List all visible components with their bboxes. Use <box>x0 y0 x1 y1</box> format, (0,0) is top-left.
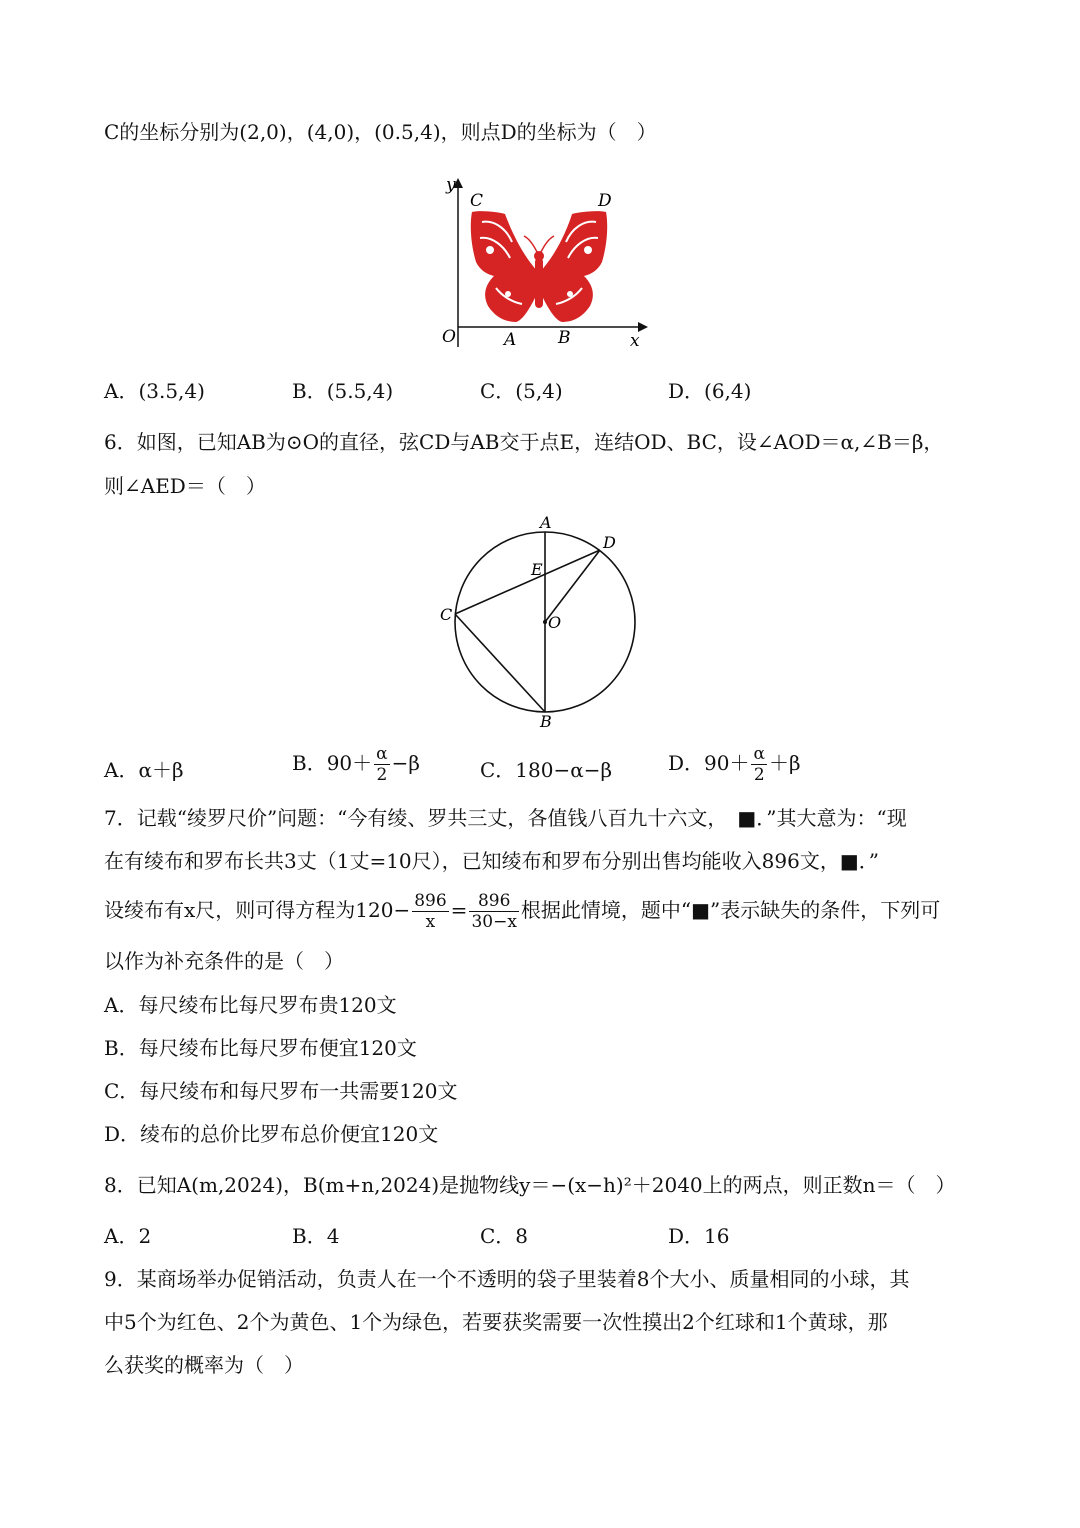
q7-fraction-1: $\frac{896}{x}$ <box>414 891 447 932</box>
q5-option-c[interactable]: C．(5,4) <box>480 379 563 403</box>
q5-option-d[interactable]: D．(6,4) <box>668 379 752 403</box>
q7-fraction-2: $\frac{896}{30-x}$ <box>471 891 517 932</box>
origin-label: O <box>442 327 456 347</box>
q6-option-b-fraction: $\frac{\alpha}{2}$ <box>376 744 388 785</box>
butterfly-coordinate-figure <box>420 172 660 352</box>
circle-point-b: B <box>540 712 552 731</box>
point-c-label: C <box>470 191 484 211</box>
point-b-label: B <box>558 328 571 348</box>
q7-option-d[interactable]: D．绫布的总价比罗布总价便宜120文 <box>104 1122 439 1146</box>
q5-stem-line: C的坐标分别为(2,0)，(4,0)，(0.5,4)，则点D的坐标为（ ） <box>104 120 657 144</box>
point-a-label: A <box>504 330 517 350</box>
circle-point-c: C <box>440 605 453 624</box>
q9-stem-line-1: 9．某商场举办促销活动，负责人在一个不透明的袋子里装着8个大小、质量相同的小球，其 <box>104 1267 910 1291</box>
q9-stem-line-2: 中5个为红色、2个为黄色、1个为绿色，若要获奖需要一次性摸出2个红球和1个黄球，那 <box>104 1310 888 1334</box>
q9-stem-line-3: 么获奖的概率为（ ） <box>104 1353 304 1377</box>
q6-stem-line-1: 6．如图，已知AB为⊙O的直径，弦CD与AB交于点E，连结OD、BC，设∠AOD＝α,∠B＝β， <box>104 430 944 454</box>
circle-geometry-figure <box>440 512 640 732</box>
point-d-label: D <box>598 191 612 211</box>
q6-stem-line-2: 则∠AED＝（ ） <box>104 474 266 498</box>
q7-option-a[interactable]: A．每尺绫布比每尺罗布贵120文 <box>104 993 397 1017</box>
q8-option-c[interactable]: C．8 <box>480 1224 529 1248</box>
butterfly-image <box>471 211 607 322</box>
y-axis-label: y <box>446 175 456 195</box>
q6-option-b[interactable]: B．90＋ $\frac{\alpha}{2}$ −β <box>292 744 420 785</box>
q7-stem-line-2: 在有绫布和罗布长共3丈（1丈=10尺），已知绫布和罗布分别出售均能收入896文，■．” <box>104 849 879 873</box>
q8-option-a[interactable]: A．2 <box>104 1224 152 1248</box>
q7-stem-line-3: 设绫布有x尺，则可得方程为120− $\frac{896}{x}$ = $\frac{896}{30-x}$ 根据此情境，题中“■”表示缺失的条件，下列可 <box>104 891 941 932</box>
q7-stem-line-4: 以作为补充条件的是（ ） <box>104 949 344 973</box>
q6-option-a[interactable]: A．α＋β <box>104 758 184 782</box>
q8-option-d[interactable]: D．16 <box>668 1224 730 1248</box>
q5-option-b[interactable]: B．(5.5,4) <box>292 379 394 403</box>
circle-point-a: A <box>540 513 552 532</box>
circle-point-d: D <box>603 533 616 552</box>
q8-option-b[interactable]: B．4 <box>292 1224 340 1248</box>
q6-option-d-fraction: $\frac{\alpha}{2}$ <box>753 744 765 785</box>
q7-option-c[interactable]: C．每尺绫布和每尺罗布一共需要120文 <box>104 1079 458 1103</box>
x-axis-label: x <box>630 331 640 351</box>
q8-stem-line: 8．已知A(m,2024)，B(m+n,2024)是抛物线y＝−(x−h)²＋2040上的两点，则正数n＝（ ） <box>104 1173 956 1197</box>
circle-center-o: O <box>548 613 562 632</box>
q6-option-c[interactable]: C．180−α−β <box>480 758 613 782</box>
q5-option-a[interactable]: A．(3.5,4) <box>104 379 205 403</box>
q7-stem-line-1: 7．记载“绫罗尺价”问题：“今有绫、罗共三丈，各值钱八百九十六文， ■．”其大意为：“现 <box>104 806 907 830</box>
circle-point-e: E <box>531 560 543 579</box>
q7-option-b[interactable]: B．每尺绫布比每尺罗布便宜120文 <box>104 1036 417 1060</box>
q6-option-d[interactable]: D．90＋ $\frac{\alpha}{2}$ ＋β <box>668 744 801 785</box>
